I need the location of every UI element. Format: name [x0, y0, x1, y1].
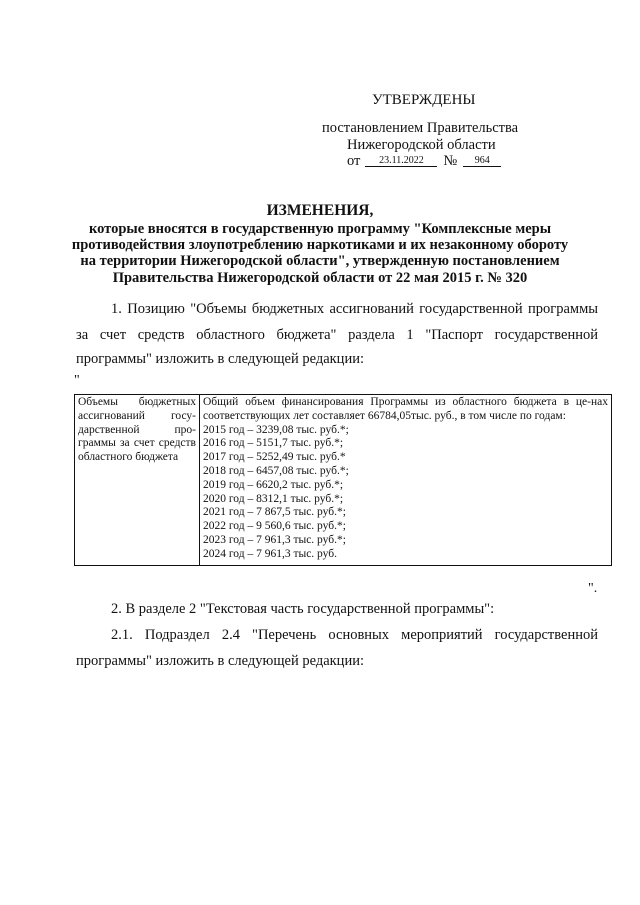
- approval-line-1: постановлением Правительства: [322, 120, 519, 136]
- year-line: 2018 год – 6457,08 тыс. руб.*;: [203, 464, 349, 477]
- year-line: 2022 год – 9 560,6 тыс. руб.*;: [203, 520, 346, 533]
- paragraph-2-1-line-2: программы" изложить в следующей редакции:: [76, 653, 364, 669]
- table-left-cell: Объемы бюджетных ассигнований госу-дарственной про-граммы за счет средств областного бюджета: [75, 395, 200, 566]
- approval-line-2: Нижегородской области: [347, 137, 496, 153]
- year-line: 2019 год – 6620,2 тыс. руб.*;: [203, 478, 344, 491]
- year-line: 2020 год – 8312,1 тыс. руб.*;: [203, 492, 344, 505]
- table-right-cell: [200, 395, 612, 566]
- paragraph-1-line-3: программы" изложить в следующей редакции:: [76, 351, 364, 367]
- year-line: 2016 год – 5151,7 тыс. руб.*;: [203, 437, 344, 450]
- closing-quote: ".: [588, 581, 598, 596]
- paragraph-2-1-line-1: 2.1. Подраздел 2.4 "Перечень основных мероприятий государственной: [111, 627, 598, 643]
- budget-table: [74, 394, 612, 566]
- paragraph-1-line-2: за счет средств областного бюджета" раздела 1 "Паспорт государственной: [76, 327, 598, 343]
- document-subtitle: которые вносятся в государственную программу "Комплексные меры противодействия злоупотреблению наркотиками и их незаконному обороту на территории Нижегородской области", утвержденную постановлением Правительства Нижегородской области от 22 мая 2015 г. № 320: [71, 221, 569, 286]
- financing-intro: Общий объем финансирования Программы из областного бюджета в це-нах соответствующих лет составляет 66784,05тыс. руб., в том числе по годам:: [203, 396, 608, 422]
- approval-date: 23.11.2022: [365, 155, 437, 167]
- table-row: [75, 395, 612, 566]
- year-line: 2021 год – 7 867,5 тыс. руб.*;: [203, 506, 346, 519]
- approval-date-row: [347, 153, 501, 170]
- document-title: ИЗМЕНЕНИЯ,: [266, 202, 374, 219]
- opening-quote: ": [74, 373, 80, 388]
- year-line: 2023 год – 7 961,3 тыс. руб.*;: [203, 533, 346, 546]
- year-line: 2017 год – 5252,49 тыс. руб.*: [203, 451, 346, 464]
- from-label: от: [347, 153, 361, 169]
- year-line: 2015 год – 3239,08 тыс. руб.*;: [203, 423, 349, 436]
- number-sign: №: [443, 153, 458, 169]
- approval-number: 964: [463, 155, 501, 167]
- approval-title: УТВЕРЖДЕНЫ: [372, 92, 476, 108]
- year-line: 2024 год – 7 961,3 тыс. руб.: [203, 547, 337, 560]
- paragraph-2: 2. В разделе 2 "Текстовая часть государственной программы":: [111, 601, 495, 617]
- paragraph-1-line-1: 1. Позицию "Объемы бюджетных ассигнований государственной программы: [111, 301, 598, 317]
